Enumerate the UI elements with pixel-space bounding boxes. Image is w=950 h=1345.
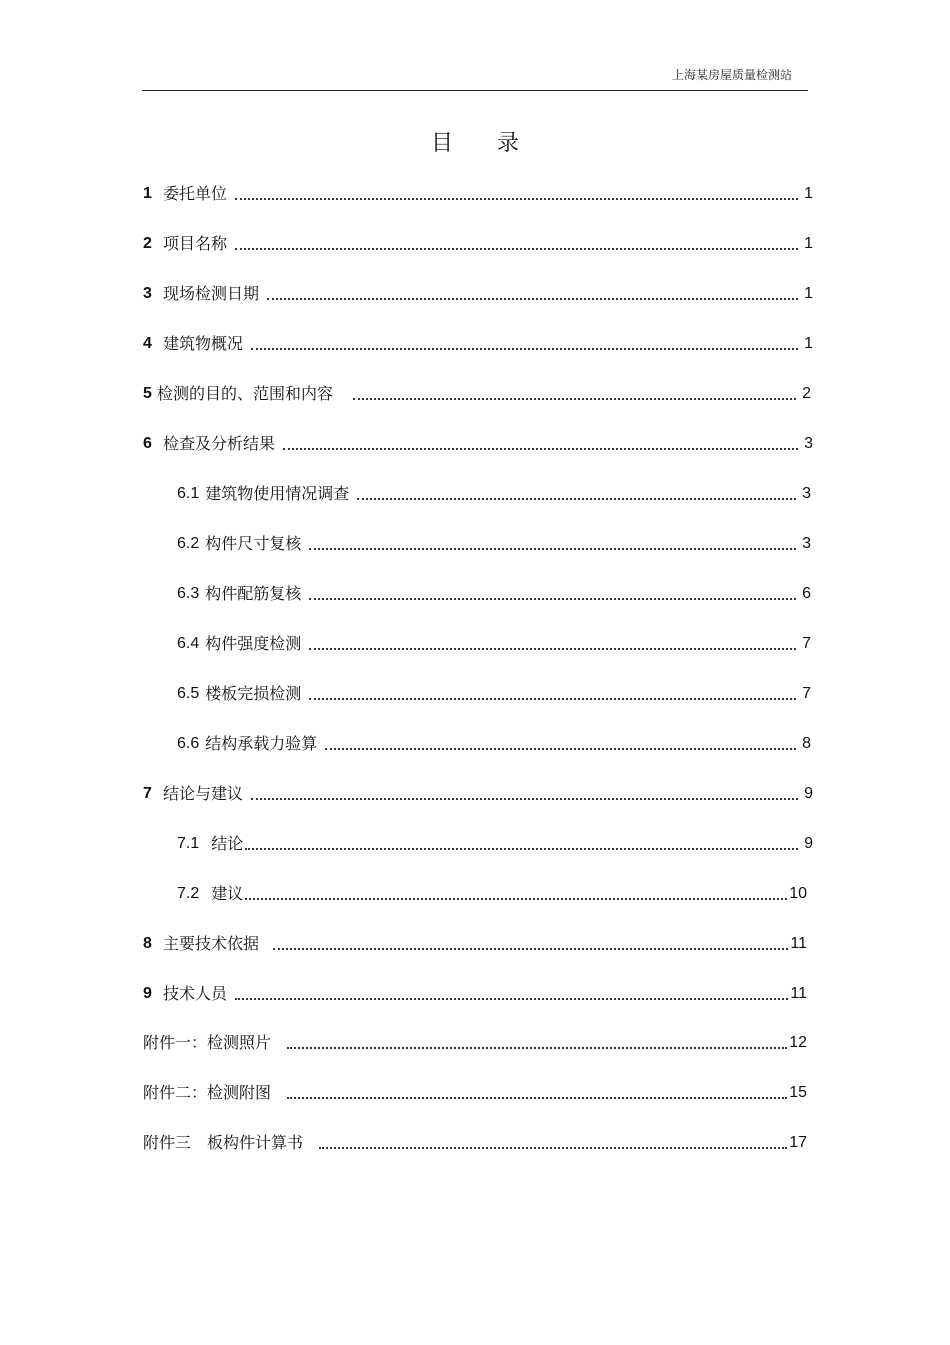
toc-dot-leader	[235, 248, 798, 250]
toc-entry-number: 7.1	[177, 835, 200, 852]
toc-entry[interactable]	[143, 380, 811, 404]
toc-dot-leader	[245, 898, 787, 900]
toc-dot-leader	[319, 1147, 787, 1149]
toc-subentry[interactable]	[177, 630, 811, 654]
toc-title: 目录	[430, 131, 563, 156]
toc-entry-number: 9	[143, 985, 152, 1002]
toc-entry-number: 1	[143, 185, 152, 202]
toc-dot-leader	[273, 948, 788, 950]
toc-entry-number: 7.2	[177, 885, 200, 902]
toc-entry-number: 6.5	[177, 685, 200, 702]
toc-entry-page: 15	[789, 1084, 807, 1101]
toc-dot-leader	[287, 1047, 787, 1049]
toc-entry[interactable]	[143, 280, 813, 304]
toc-entry-page: 9	[804, 835, 813, 852]
toc-dot-leader	[357, 498, 796, 500]
toc-entry-page: 3	[802, 485, 811, 502]
toc-entry[interactable]	[143, 780, 813, 804]
toc-entry-page: 6	[802, 585, 811, 602]
toc-entry-page: 9	[804, 785, 813, 802]
toc-dot-leader	[235, 998, 788, 1000]
toc-entry[interactable]	[143, 330, 813, 354]
toc-entry-page: 2	[802, 385, 811, 402]
toc-entry-number: 6.1	[177, 485, 200, 502]
toc-entry-label: 建筑物使用情况调查	[205, 484, 350, 503]
toc-entry-page: 1	[804, 335, 813, 352]
toc-entry-number: 6.3	[177, 585, 200, 602]
toc-entry-number: 8	[143, 935, 152, 952]
toc-subentry[interactable]	[177, 880, 807, 904]
toc-entry[interactable]	[143, 930, 807, 954]
toc-entry-number: 2	[143, 235, 152, 252]
toc-entry-page: 17	[789, 1134, 807, 1151]
toc-entry-label: 结论	[211, 834, 244, 853]
toc-entry-number: 3	[143, 285, 152, 302]
toc-subentry[interactable]	[177, 530, 811, 554]
toc-entry-number: 6	[143, 435, 152, 452]
toc-entry-label: 结论与建议	[163, 784, 244, 803]
toc-entry-label: 技术人员	[163, 984, 228, 1003]
toc-entry-label: 楼板完损检测	[205, 684, 302, 703]
toc-entry-page: 7	[802, 635, 811, 652]
toc-entry[interactable]	[143, 180, 813, 204]
toc-dot-leader	[309, 698, 796, 700]
toc-entry-label: 建议	[211, 884, 244, 903]
toc-entry-label: 构件尺寸复核	[205, 534, 302, 553]
toc-dot-leader	[267, 298, 798, 300]
toc-entry-page: 12	[789, 1034, 807, 1051]
toc-dot-leader	[283, 448, 798, 450]
toc-entry-label: 构件强度检测	[205, 634, 302, 653]
toc-entry-label: 结构承载力验算	[205, 734, 318, 753]
toc-entry-page: 8	[802, 735, 811, 752]
toc-entry[interactable]	[143, 1029, 807, 1053]
toc-dot-leader	[251, 348, 798, 350]
toc-subentry[interactable]	[177, 480, 811, 504]
toc-entry-label: 附件一：检测照片	[143, 1033, 272, 1052]
toc-dot-leader	[309, 648, 796, 650]
toc-entry-label: 检测的目的、范围和内容	[157, 384, 334, 403]
header-organization-name: 上海某房屋质量检测站	[671, 68, 792, 82]
toc-entry-label: 附件二：检测附图	[143, 1083, 272, 1102]
toc-entry-page: 1	[804, 235, 813, 252]
toc-dot-leader	[325, 748, 796, 750]
toc-entry-label: 检查及分析结果	[163, 434, 276, 453]
toc-dot-leader	[235, 198, 798, 200]
toc-subentry[interactable]	[177, 730, 811, 754]
toc-entry-page: 3	[802, 535, 811, 552]
toc-subentry[interactable]	[177, 680, 811, 704]
toc-entry-label: 建筑物概况	[163, 334, 244, 353]
toc-subentry[interactable]	[177, 580, 811, 604]
toc-dot-leader	[309, 598, 796, 600]
toc-entry-number: 5	[143, 385, 152, 402]
toc-dot-leader	[309, 548, 796, 550]
toc-entry[interactable]	[143, 1079, 807, 1103]
toc-entry-number: 6.6	[177, 735, 200, 752]
toc-entry-page: 1	[804, 185, 813, 202]
toc-entry-page: 11	[790, 985, 807, 1002]
toc-entry-label: 现场检测日期	[163, 284, 260, 303]
toc-entry-page: 11	[790, 935, 807, 952]
toc-subentry[interactable]	[177, 830, 813, 854]
toc-entry-number: 7	[143, 785, 152, 802]
toc-entry-label: 委托单位	[163, 184, 228, 203]
toc-entry[interactable]	[143, 1129, 807, 1153]
toc-entry[interactable]	[143, 430, 813, 454]
toc-entry[interactable]	[143, 980, 807, 1004]
toc-entry-page: 10	[789, 885, 807, 902]
toc-entry-label: 附件三 板构件计算书	[143, 1133, 304, 1152]
toc-entry-number: 6.2	[177, 535, 200, 552]
toc-dot-leader	[251, 798, 798, 800]
toc-entry-page: 7	[802, 685, 811, 702]
toc-entry-number: 4	[143, 335, 152, 352]
toc-dot-leader	[245, 848, 798, 850]
toc-entry-number: 6.4	[177, 635, 200, 652]
toc-dot-leader	[287, 1097, 787, 1099]
toc-entry-label: 构件配筋复核	[205, 584, 302, 603]
toc-dot-leader	[353, 398, 796, 400]
toc-entry-page: 1	[804, 285, 813, 302]
toc-entry-page: 3	[804, 435, 813, 452]
toc-entry-label: 项目名称	[163, 234, 228, 253]
toc-entry-label: 主要技术依据	[163, 934, 260, 953]
toc-entry[interactable]	[143, 230, 813, 254]
